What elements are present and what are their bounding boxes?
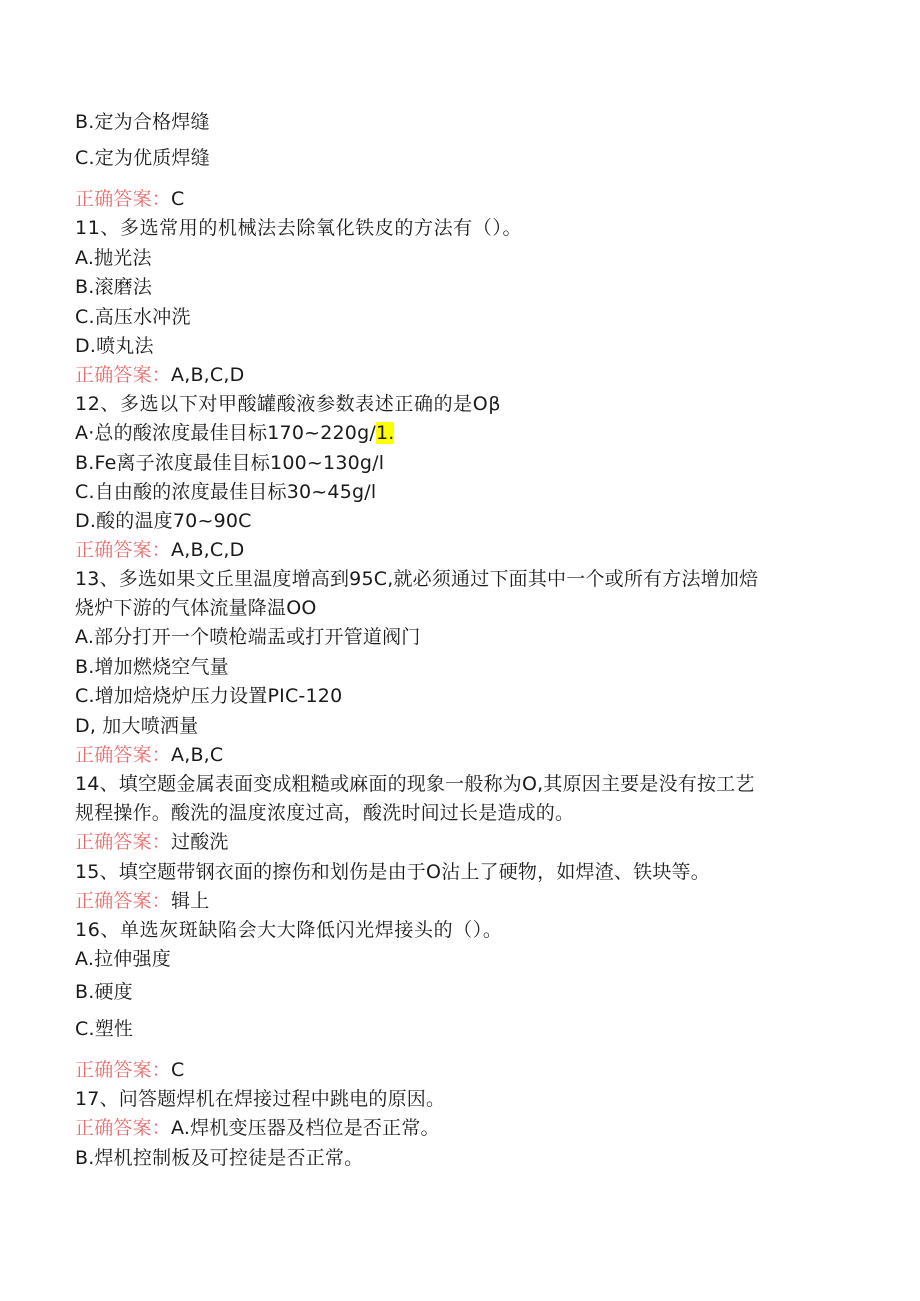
option-c-q16: C.塑性 [75, 1018, 134, 1040]
option-b-q13: B.增加燃烧空气量 [75, 656, 229, 678]
answer-q15 [75, 889, 209, 913]
option-a-q13: A.部分打开一个喷枪端盂或打开管道阀门 [75, 626, 421, 648]
answer-label: 正确答案： [75, 364, 172, 386]
answer-label: 正确答案： [75, 890, 172, 912]
answer-q17 [75, 1116, 440, 1140]
option-a-text: A·总的酸浓度最佳目标170~220g/ [75, 422, 376, 444]
answer-label: 正确答案： [75, 744, 172, 766]
answer-value: 过酸洗 [171, 831, 229, 853]
answer-label: 正确答案： [75, 831, 172, 853]
option-b-q10: B.定为合格焊缝 [75, 111, 210, 133]
question-14-line-1: 14、填空题金属表面变成粗糙或麻面的现象一般称为O,其原因主要是没有按工艺 [75, 773, 755, 795]
option-c-q13: C.增加焙烧炉压力设置PIC-120 [75, 685, 343, 707]
answer-label: 正确答案： [75, 1117, 172, 1139]
option-c-q11: C.高压水冲洗 [75, 306, 191, 328]
answer-value: A,B,C [171, 744, 224, 766]
question-12: 12、多选以下对甲酸罐酸液参数表述正确的是Oβ [75, 393, 502, 415]
answer-q10 [75, 187, 184, 211]
answer-label: 正确答案： [75, 1059, 172, 1081]
option-b-q12: B.Fe离子浓度最佳目标100~130g/l [75, 452, 385, 474]
option-c-q10: C.定为优质焊缝 [75, 147, 210, 169]
option-a-q16: A.拉伸强度 [75, 948, 171, 970]
answer-value: A,B,C,D [171, 539, 245, 561]
question-11: 11、多选常用的机械法去除氧化铁皮的方法有（）。 [75, 217, 523, 239]
question-13-line-2: 烧炉下游的气体流量降温OO [75, 597, 317, 619]
question-15: 15、填空题带钢衣面的擦伤和划伤是由于O沾上了硬物，如焊渣、铁块等。 [75, 861, 710, 883]
answer-q12 [75, 538, 244, 562]
answer-q17-continued: B.焊机控制板及可控徒是否正常。 [75, 1147, 364, 1169]
answer-value: 辑上 [171, 890, 210, 912]
question-13-line-1: 13、多选如果文丘里温度增高到95C,就必须通过下面其中一个或所有方法增加焙 [75, 568, 759, 590]
option-a-q12 [75, 421, 394, 445]
answer-q13 [75, 743, 223, 767]
answer-q16 [75, 1058, 184, 1082]
answer-label: 正确答案： [75, 188, 172, 210]
option-d-q12: D.酸的温度70~90C [75, 510, 252, 532]
highlighted-text: 1. [375, 422, 395, 444]
option-b-q16: B.硬度 [75, 981, 133, 1003]
option-c-q12: C.自由酸的浓度最佳目标30~45g/l [75, 481, 377, 503]
answer-label: 正确答案： [75, 539, 172, 561]
answer-q14 [75, 830, 229, 854]
option-d-q13: D, 加大喷洒量 [75, 715, 199, 737]
answer-value: C [171, 1059, 185, 1081]
answer-value: C [171, 188, 185, 210]
option-d-q11: D.喷丸法 [75, 335, 154, 357]
question-17: 17、问答题焊机在焊接过程中跳电的原因。 [75, 1088, 446, 1110]
question-14-line-2: 规程操作。酸洗的温度浓度过高，酸洗时间过长是造成的。 [75, 802, 575, 824]
option-a-q11: A.抛光法 [75, 247, 152, 269]
option-b-q11: B.滚磨法 [75, 276, 153, 298]
answer-q11 [75, 363, 244, 387]
answer-value: A,B,C,D [171, 364, 245, 386]
question-16: 16、单选灰斑缺陷会大大降低闪光焊接头的（）。 [75, 919, 503, 941]
answer-value: A.焊机变压器及档位是否正常。 [171, 1117, 440, 1139]
